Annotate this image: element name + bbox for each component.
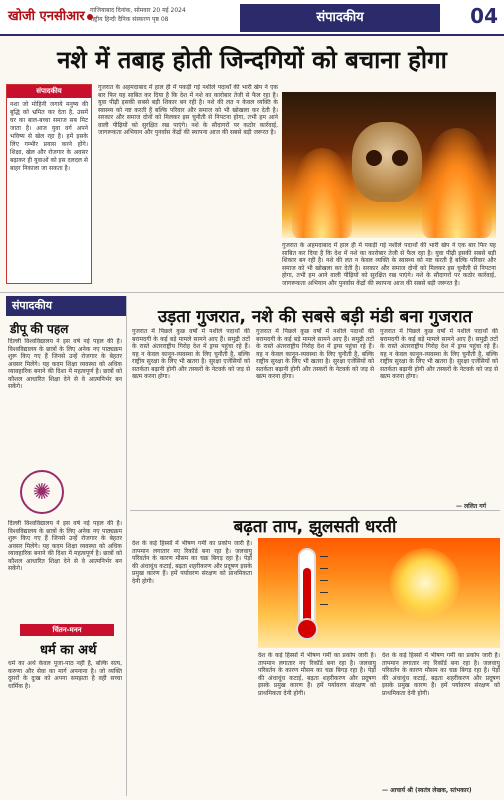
heat-body-col1: देश के कई हिस्सों में भीषण गर्मी का प्रकोप जारी है। तापमान लगातार नए रिकॉर्ड बना रहा है। जलवायु परिवर्तन के कारण मौसम का चक्र बिगड़ रहा है। पेड़ों की अंधाधुंध कटाई, बढ़ता शहरीकरण और प्रदूषण इसके प्रमुख कारण हैं। हमें पर्यावरण संरक्षण को प्राथमिकता देनी होगी। — [132, 540, 252, 585]
thermometer-bulb — [296, 618, 318, 640]
editorial-body: दिल्ली विश्वविद्यालय ने इस वर्ष नई पहल की है। विश्वविद्यालय के छात्रों के लिए अनेक नए पाठ्यक्रम शुरू किए गए हैं जिनसे उन्हें रोजगार के बेहतर अवसर मिलेंगे। यह कदम शिक्षा व्यवस्था को अधिक व्यावहारिक बनाने की दिशा में महत्वपूर्ण है। छात्रों को कौशल आधारित शिक्षा देने से वे आत्मनिर्भर बन सकेंगे। — [8, 338, 122, 390]
skull-eye — [366, 150, 382, 166]
thermometer-tick — [320, 592, 328, 593]
lead-headline: नशे में तबाह होती जिन्दगियों को बचाना होगा — [57, 46, 447, 74]
sidebar-box — [6, 84, 92, 284]
thermometer-tick — [320, 568, 328, 569]
university-emblem-icon: ✺ — [20, 470, 64, 514]
gujarat-headline: उड़ता गुजरात, नशे की सबसे बड़ी मंडी बना गुजरात — [157, 307, 473, 327]
thermometer-tick — [320, 580, 328, 581]
editorial-section-label: संपादकीय — [6, 296, 126, 316]
chintan-body: धर्म का अर्थ केवल पूजा-पाठ नहीं है, बल्कि सत्य, करुणा और सेवा का मार्ग अपनाना है। जो व्यक्ति दूसरों के दुःख को अपना समझता है वही सच्चा धार्मिक है। — [8, 660, 122, 690]
page-number: 04 — [470, 4, 498, 28]
drug-addiction-image — [282, 92, 496, 238]
heatwave-image — [258, 538, 500, 648]
flame-shape — [422, 128, 492, 238]
gujarat-author: — ललित गर्ग — [456, 503, 487, 510]
heat-body-col2: देश के कई हिस्सों में भीषण गर्मी का प्रकोप जारी है। तापमान लगातार नए रिकॉर्ड बना रहा है। जलवायु परिवर्तन के कारण मौसम का चक्र बिगड़ रहा है। पेड़ों की अंधाधुंध कटाई, बढ़ता शहरीकरण और प्रदूषण इसके प्रमुख कारण हैं। हमें पर्यावरण संरक्षण को प्राथमिकता देनी होगी। — [258, 652, 376, 697]
date-line: गाजियाबाद दिनांक, सोमवार 20 मई 2024 — [90, 7, 186, 14]
heat-headline: बढ़ता ताप, झुलसती धरती — [233, 517, 397, 537]
flame-shape — [292, 148, 352, 238]
sidebar-body: नशा जो मोहिनी जगाये मनुष्य की बुद्धि को भ्रमित कर देता है, उसमें घर का बाल-बच्चा समाज सब मिट जाता है। आज युवा वर्ग अपने भविष्य से खेल रहा है। हमें इसके लिए गम्भीर प्रयास करने होंगे। शिक्षा, खेल और रोजगार के अवसर बढ़ाकर ही युवाओं को इस दलदल से बाहर निकाला जा सकता है। — [10, 101, 88, 172]
lead-article-continued: गुजरात के अहमदाबाद में हाल ही में पकड़ी गई नशीले पदार्थों की भारी खेप ने एक बार फिर यह साबित कर दिया है कि देश में नशे का कारोबार तेजी से फैल रहा है। युवा पीढ़ी इसकी सबसे बड़ी शिकार बन रही है। नशे की लत न केवल व्यक्ति के स्वास्थ्य को नष्ट करती है बल्कि परिवार और समाज को भी खोखला कर देती है। सरकार और समाज दोनों को मिलकर इस चुनौती से निपटना होगा, तभी हम आने वाली पीढ़ियों को सुरक्षित रख पाएंगे। नशे के सौदागरों पर कठोर कार्रवाई, जागरूकता अभियान और पुनर्वास केंद्रों की स्थापना आज की सबसे बड़ी जरूरत है। — [282, 242, 496, 287]
skull-eye — [392, 150, 408, 166]
edition-line: राष्ट्रीय हिन्दी दैनिक संस्करण पृष्ठ 08 — [90, 16, 169, 23]
edition-meta — [90, 6, 186, 24]
chintan-label: चिंतन-मनन — [20, 624, 114, 636]
newspaper-logo[interactable] — [8, 6, 93, 24]
sun-icon — [390, 548, 460, 618]
divider — [130, 510, 500, 511]
thermometer-tick — [320, 604, 328, 605]
chintan-headline: धर्म का अर्थ — [40, 643, 97, 658]
logo-text: खोजी एनसीआर — [8, 9, 85, 24]
heat-body-col3: देश के कई हिस्सों में भीषण गर्मी का प्रकोप जारी है। तापमान लगातार नए रिकॉर्ड बना रहा है। जलवायु परिवर्तन के कारण मौसम का चक्र बिगड़ रहा है। पेड़ों की अंधाधुंध कटाई, बढ़ता शहरीकरण और प्रदूषण इसके प्रमुख कारण हैं। हमें पर्यावरण संरक्षण को प्राथमिकता देनी होगी। — [382, 652, 500, 697]
sidebar-title: संपादकीय — [7, 85, 91, 98]
editorial-headline: डीपू की पहल — [10, 322, 69, 336]
masthead — [0, 0, 504, 36]
gujarat-body-col3: गुजरात में पिछले कुछ वर्षों में नशीले पदार्थों की बरामदगी के कई बड़े मामले सामने आए हैं। समुद्री तटों के रास्ते अंतरराष्ट्रीय गिरोह देश में ड्रग्स पहुंचा रहे हैं। यह न केवल कानून-व्यवस्था के लिए चुनौती है, बल्कि राष्ट्रीय सुरक्षा के लिए भी खतरा है। सुरक्षा एजेंसियों को सतर्कता बढ़ानी होगी और तस्करों के नेटवर्क को जड़ से खत्म करना होगा। — [380, 328, 498, 380]
thermometer-tick — [320, 556, 328, 557]
editorial-body-continued: दिल्ली विश्वविद्यालय ने इस वर्ष नई पहल की है। विश्वविद्यालय के छात्रों के लिए अनेक नए पाठ्यक्रम शुरू किए गए हैं जिनसे उन्हें रोजगार के बेहतर अवसर मिलेंगे। यह कदम शिक्षा व्यवस्था को अधिक व्यावहारिक बनाने की दिशा में महत्वपूर्ण है। छात्रों को कौशल आधारित शिक्षा देने से वे आत्मनिर्भर बन सकेंगे। — [8, 520, 122, 572]
lead-article-body: गुजरात के अहमदाबाद में हाल ही में पकड़ी गई नशीले पदार्थों की भारी खेप ने एक बार फिर यह साबित कर दिया है कि देश में नशे का कारोबार तेजी से फैल रहा है। युवा पीढ़ी इसकी सबसे बड़ी शिकार बन रही है। नशे की लत न केवल व्यक्ति के स्वास्थ्य को नष्ट करती है बल्कि परिवार और समाज को भी खोखला कर देती है। सरकार और समाज दोनों को मिलकर इस चुनौती से निपटना होगा, तभी हम आने वाली पीढ़ियों को सुरक्षित रख पाएंगे। नशे के सौदागरों पर कठोर कार्रवाई, जागरूकता अभियान और पुनर्वास केंद्रों की स्थापना आज की सबसे बड़ी जरूरत है। — [98, 84, 278, 136]
column-divider — [126, 296, 127, 796]
heat-author: — आचार्य श्री (स्वतंत्र लेखक, स्तंभकार) — [382, 787, 472, 794]
gujarat-body-col1: गुजरात में पिछले कुछ वर्षों में नशीले पदार्थों की बरामदगी के कई बड़े मामले सामने आए हैं। समुद्री तटों के रास्ते अंतरराष्ट्रीय गिरोह देश में ड्रग्स पहुंचा रहे हैं। यह न केवल कानून-व्यवस्था के लिए चुनौती है, बल्कि राष्ट्रीय सुरक्षा के लिए भी खतरा है। सुरक्षा एजेंसियों को सतर्कता बढ़ानी होगी और तस्करों के नेटवर्क को जड़ से खत्म करना होगा। — [132, 328, 250, 380]
gujarat-body-col2: गुजरात में पिछले कुछ वर्षों में नशीले पदार्थों की बरामदगी के कई बड़े मामले सामने आए हैं। समुद्री तटों के रास्ते अंतरराष्ट्रीय गिरोह देश में ड्रग्स पहुंचा रहे हैं। यह न केवल कानून-व्यवस्था के लिए चुनौती है, बल्कि राष्ट्रीय सुरक्षा के लिए भी खतरा है। सुरक्षा एजेंसियों को सतर्कता बढ़ानी होगी और तस्करों के नेटवर्क को जड़ से खत्म करना होगा। — [256, 328, 374, 380]
skull-icon — [352, 122, 422, 202]
divider — [0, 292, 504, 293]
section-banner: संपादकीय — [240, 4, 440, 32]
